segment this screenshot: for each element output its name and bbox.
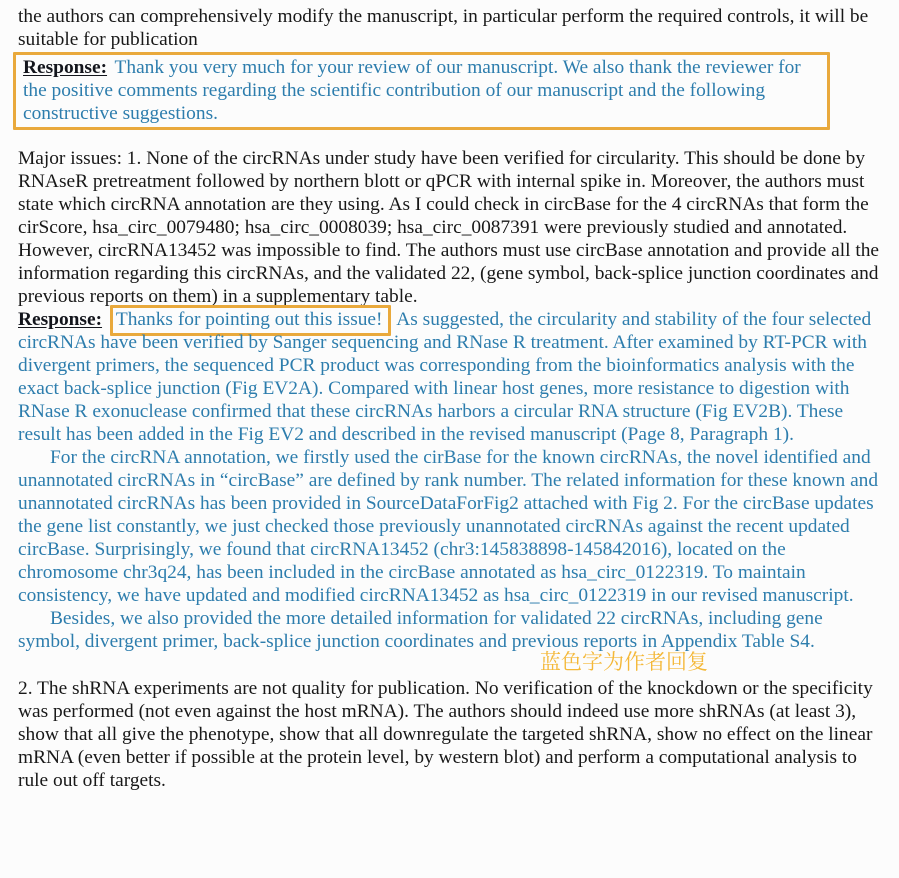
response-1-highlight-box	[13, 52, 830, 130]
response-2-text: As suggested, the circularity and stability of the four selected circRNAs have been verified by Sanger sequencing and RNase R treatment. After examined by RT-PCR with divergent primers, the sequenced PCR product was corresponding from the bioinformatics analysis with the exact back-splice junction (Fig EV2A). Compared with linear host genes, more resistance to digestion with RNase R exonuclease confirmed that these circRNAs harbors a circular RNA structure (Fig EV2B). These result has been added in the Fig EV2 and described in the revised manuscript (Page 8, Paragraph 1).	[18, 309, 872, 445]
response-2-label: Response:	[18, 309, 103, 330]
response-1-text: Thank you very much for your review of our manuscript. We also thank the reviewer for the positive comments regarding the scientific contribution of our manuscript and the following constructive suggestions.	[23, 57, 801, 124]
response-2-paragraph	[18, 308, 882, 446]
response-2-paragraph-3: Besides, we also provided the more detailed information for validated 22 circRNAs, including gene symbol, divergent primer, back-splice junction coordinates and previous reports in Appendix Table S4.	[18, 608, 823, 652]
response-2-highlighted-text: Thanks for pointing out this issue!	[110, 305, 391, 336]
reviewer-major-issue-2: 2. The shRNA experiments are not quality for publication. No verification of the knockdown or the specificity was performed (not even against the host mRNA). The authors should indeed use more shRNAs (at least 3), show that all give the phenotype, show that all downregulate the targeted shRNA, show no effect on the linear mRNA (even better if possible at the protein level, by western blot) and perform a computational analysis to rule out off targets.	[18, 678, 873, 791]
response-1-label: Response:	[23, 57, 108, 78]
response-1-paragraph	[23, 56, 817, 125]
reviewer-comment-intro: the authors can comprehensively modify the manuscript, in particular perform the required controls, it will be suitable for publication	[18, 6, 869, 50]
response-2-paragraph-2: For the circRNA annotation, we firstly used the cirBase for the known circRNAs, the novel identified and unannotated circRNAs in “circBase” are defined by rank number. The related information for these known and unannotated circRNAs has been provided in SourceDataForFig2 attached with Fig 2. For the circBase updates the gene list constantly, we just checked those previously unannotated circRNAs against the recent updated circBase. Surprisingly, we found that circRNA13452 (chr3:145838898-145842016), located on the chromosome chr3q24, has been included in the circBase annotated as hsa_circ_0122319. To maintain consistency, we have updated and modified circRNA13452 as hsa_circ_0122319 in our revised manuscript.	[18, 447, 879, 606]
annotation-note: 蓝色字为作者回复	[540, 650, 708, 674]
reviewer-major-issue-1: Major issues: 1. None of the circRNAs under study have been verified for circularity. This should be done by RNAseR pretreatment followed by northern blott or qPCR with internal spike in. Moreover, the authors must state which circRNA annotation are they using. As I could check in circBase for the 4 circRNAs that form the cirScore, hsa_circ_0079480; hsa_circ_0008039; hsa_circ_0087391 were previously studied and annotated. However, circRNA13452 was impossible to find. The authors must use circBase annotation and provide all the information regarding this circRNAs, and the validated 22, (gene symbol, back-splice junction coordinates and previous reports on them) in a supplementary table.	[18, 148, 880, 307]
